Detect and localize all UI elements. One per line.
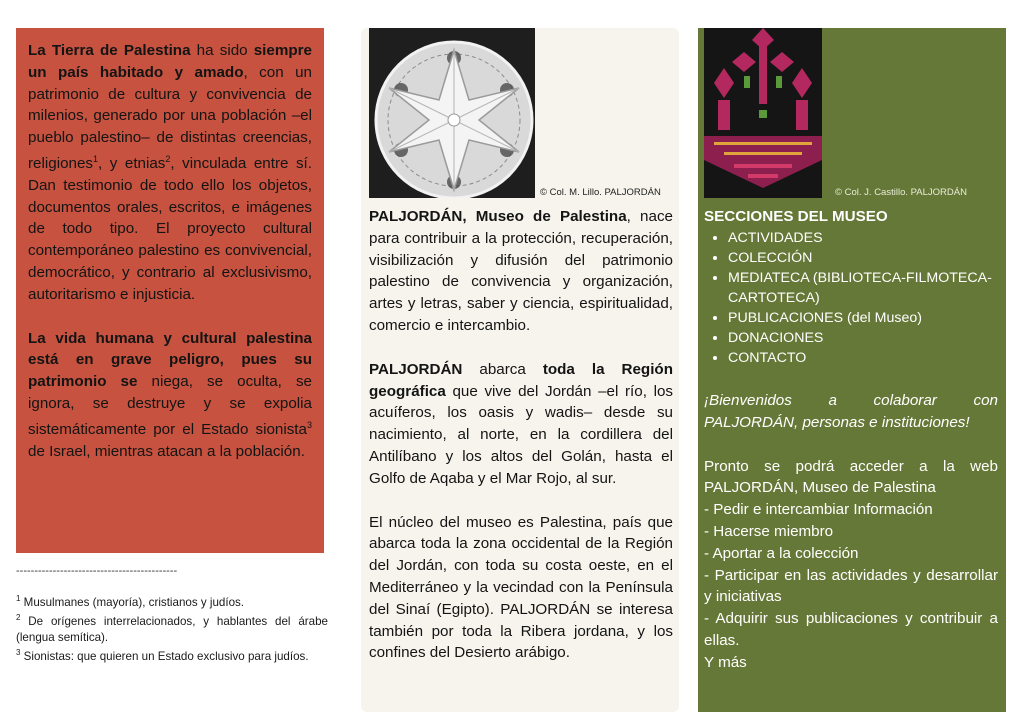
- danger-text: de Israel, mientras atacan a la población.: [28, 442, 305, 460]
- footnote-ref-2[interactable]: 2: [165, 153, 171, 164]
- footnote-ref-1[interactable]: 1: [93, 153, 99, 164]
- section-contacto[interactable]: • CONTACTO: [728, 348, 998, 368]
- intro-paragraph: [28, 40, 312, 306]
- action-item: - Aportar a la colección: [704, 544, 859, 562]
- action-item: - Adquirir sus publicaciones y contribuir a ellas.: [704, 610, 998, 649]
- section-donaciones[interactable]: • DONACIONES: [728, 328, 998, 348]
- web-announcement: Pronto se podrá acceder a la web PALJORDÁN, Museo de Palestina: [704, 457, 998, 497]
- right-panel: [698, 28, 1006, 712]
- intro-text: , vinculada entre sí. Dan testimonio de todo ello los objetos, documentos orales, escritos, e imágenes de todo tipo. El proyecto cultural contemporáneo palestino es convivencial, democrático, y contrario al exclusivismo, autoritarismo e injusticia.: [28, 155, 312, 303]
- left-panel: [16, 28, 324, 553]
- museum-short-name: PALJORDÁN: [369, 360, 463, 378]
- footnote-ref-3[interactable]: 3: [306, 419, 312, 430]
- museum-intro-paragraph: [369, 206, 673, 337]
- right-text: [704, 206, 998, 674]
- footnote-text: Musulmanes (mayoría), cristianos y judíos.: [20, 595, 245, 609]
- middle-image-credit: © Col. M. Lillo. PALJORDÁN: [540, 187, 661, 198]
- action-item: - Hacerse miembro: [704, 522, 834, 540]
- mother-of-pearl-star-image: [369, 28, 535, 198]
- footnote-3: [16, 645, 328, 664]
- intro-text: ha sido: [190, 42, 254, 59]
- footnote-number: 1: [16, 594, 21, 603]
- middle-panel: [361, 28, 679, 712]
- sections-title: SECCIONES DEL MUSEO: [704, 208, 888, 225]
- action-item: - Pedir e intercambiar Información: [704, 501, 933, 519]
- footnote-text: De orígenes interrelacionados, y hablantes del árabe (lengua semítica).: [16, 615, 328, 644]
- palestine-core-paragraph: [369, 512, 673, 665]
- footnote-2: [16, 610, 328, 645]
- intro-bold-title: La Tierra de Palestina: [28, 42, 191, 59]
- section-publicaciones[interactable]: • PUBLICACIONES (del Museo): [728, 308, 998, 328]
- danger-paragraph: [28, 328, 312, 463]
- action-item: - Participar en las actividades y desarrollar y iniciativas: [704, 566, 998, 606]
- palestine-core-text: El núcleo del museo es Palestina, país que abarca toda la zona occidental de la Región del Jordán, con toda su costa oeste, en el Mediterráneo y la vecindad con la Península del Sinaí (Egipto). PALJORDÁN se interesa también por toda la Ribera jordana, y los confines del Desierto arábigo.: [369, 513, 673, 662]
- right-image-credit: © Col. J. Castillo. PALJORDÁN: [835, 187, 967, 198]
- and-more-text: Y más: [704, 653, 747, 671]
- footnote-divider: --------------------------------------------: [16, 565, 178, 577]
- embroidery-illustration: [704, 28, 822, 198]
- danger-text: niega, se oculta, se ignora, se destruye y se expolia sistemáticamente por el Estado sionista: [28, 373, 312, 438]
- sections-list: [704, 228, 998, 368]
- intro-bold-phrase: siempre un país habitado y amado: [28, 42, 312, 81]
- danger-bold-phrase: La vida humana y cultural palestina está en grave peligro, pues su patrimonio se: [28, 329, 312, 391]
- embroidery-image: [704, 28, 822, 198]
- region-paragraph: [369, 359, 673, 490]
- footnote-text: Sionistas: que quieren un Estado exclusivo para judíos.: [20, 650, 309, 664]
- region-text: abarca: [462, 360, 543, 378]
- middle-text: [369, 206, 673, 664]
- museum-intro-text: , nace para contribuir a la protección, recuperación, visibilización y difusión del patrimonio palestino de convivencia y organización, artes y letras, saber y ciencia, espiritualidad, comercio e intercambio.: [369, 208, 673, 334]
- footnote-number: 3: [16, 648, 21, 658]
- footnote-number: 2: [16, 613, 21, 623]
- museum-name: PALJORDÁN, Museo de Palestina: [369, 208, 627, 225]
- footnote-1: [16, 591, 328, 610]
- carved-star-illustration: [369, 28, 535, 198]
- section-coleccion[interactable]: • COLECCIÓN: [728, 248, 998, 268]
- intro-text: , con un patrimonio de cultura y convivencia de milenios, generado por una población –el pueblo palestino– de distintas creencias, religiones: [28, 63, 312, 173]
- region-bold-phrase: toda la Región geográfica: [369, 360, 673, 400]
- intro-text: , y etnias: [98, 155, 166, 173]
- section-mediateca[interactable]: • MEDIATECA (BIBLIOTECA-FILMOTECA-CARTOTECA): [728, 268, 998, 308]
- section-actividades[interactable]: • ACTIVIDADES: [728, 228, 998, 248]
- region-text: que vive del Jordán –el río, los acuíferos, los oasis y wadis– desde su nacimiento, al norte, en la cordillera del Antilíbano y los altos del Golán, hasta el Golfo de Aqaba y el Mar Rojo, al sur.: [369, 382, 673, 487]
- welcome-message: ¡Bienvenidos a colaborar con PALJORDÁN, personas e instituciones!: [704, 392, 998, 431]
- footnotes: [16, 565, 328, 665]
